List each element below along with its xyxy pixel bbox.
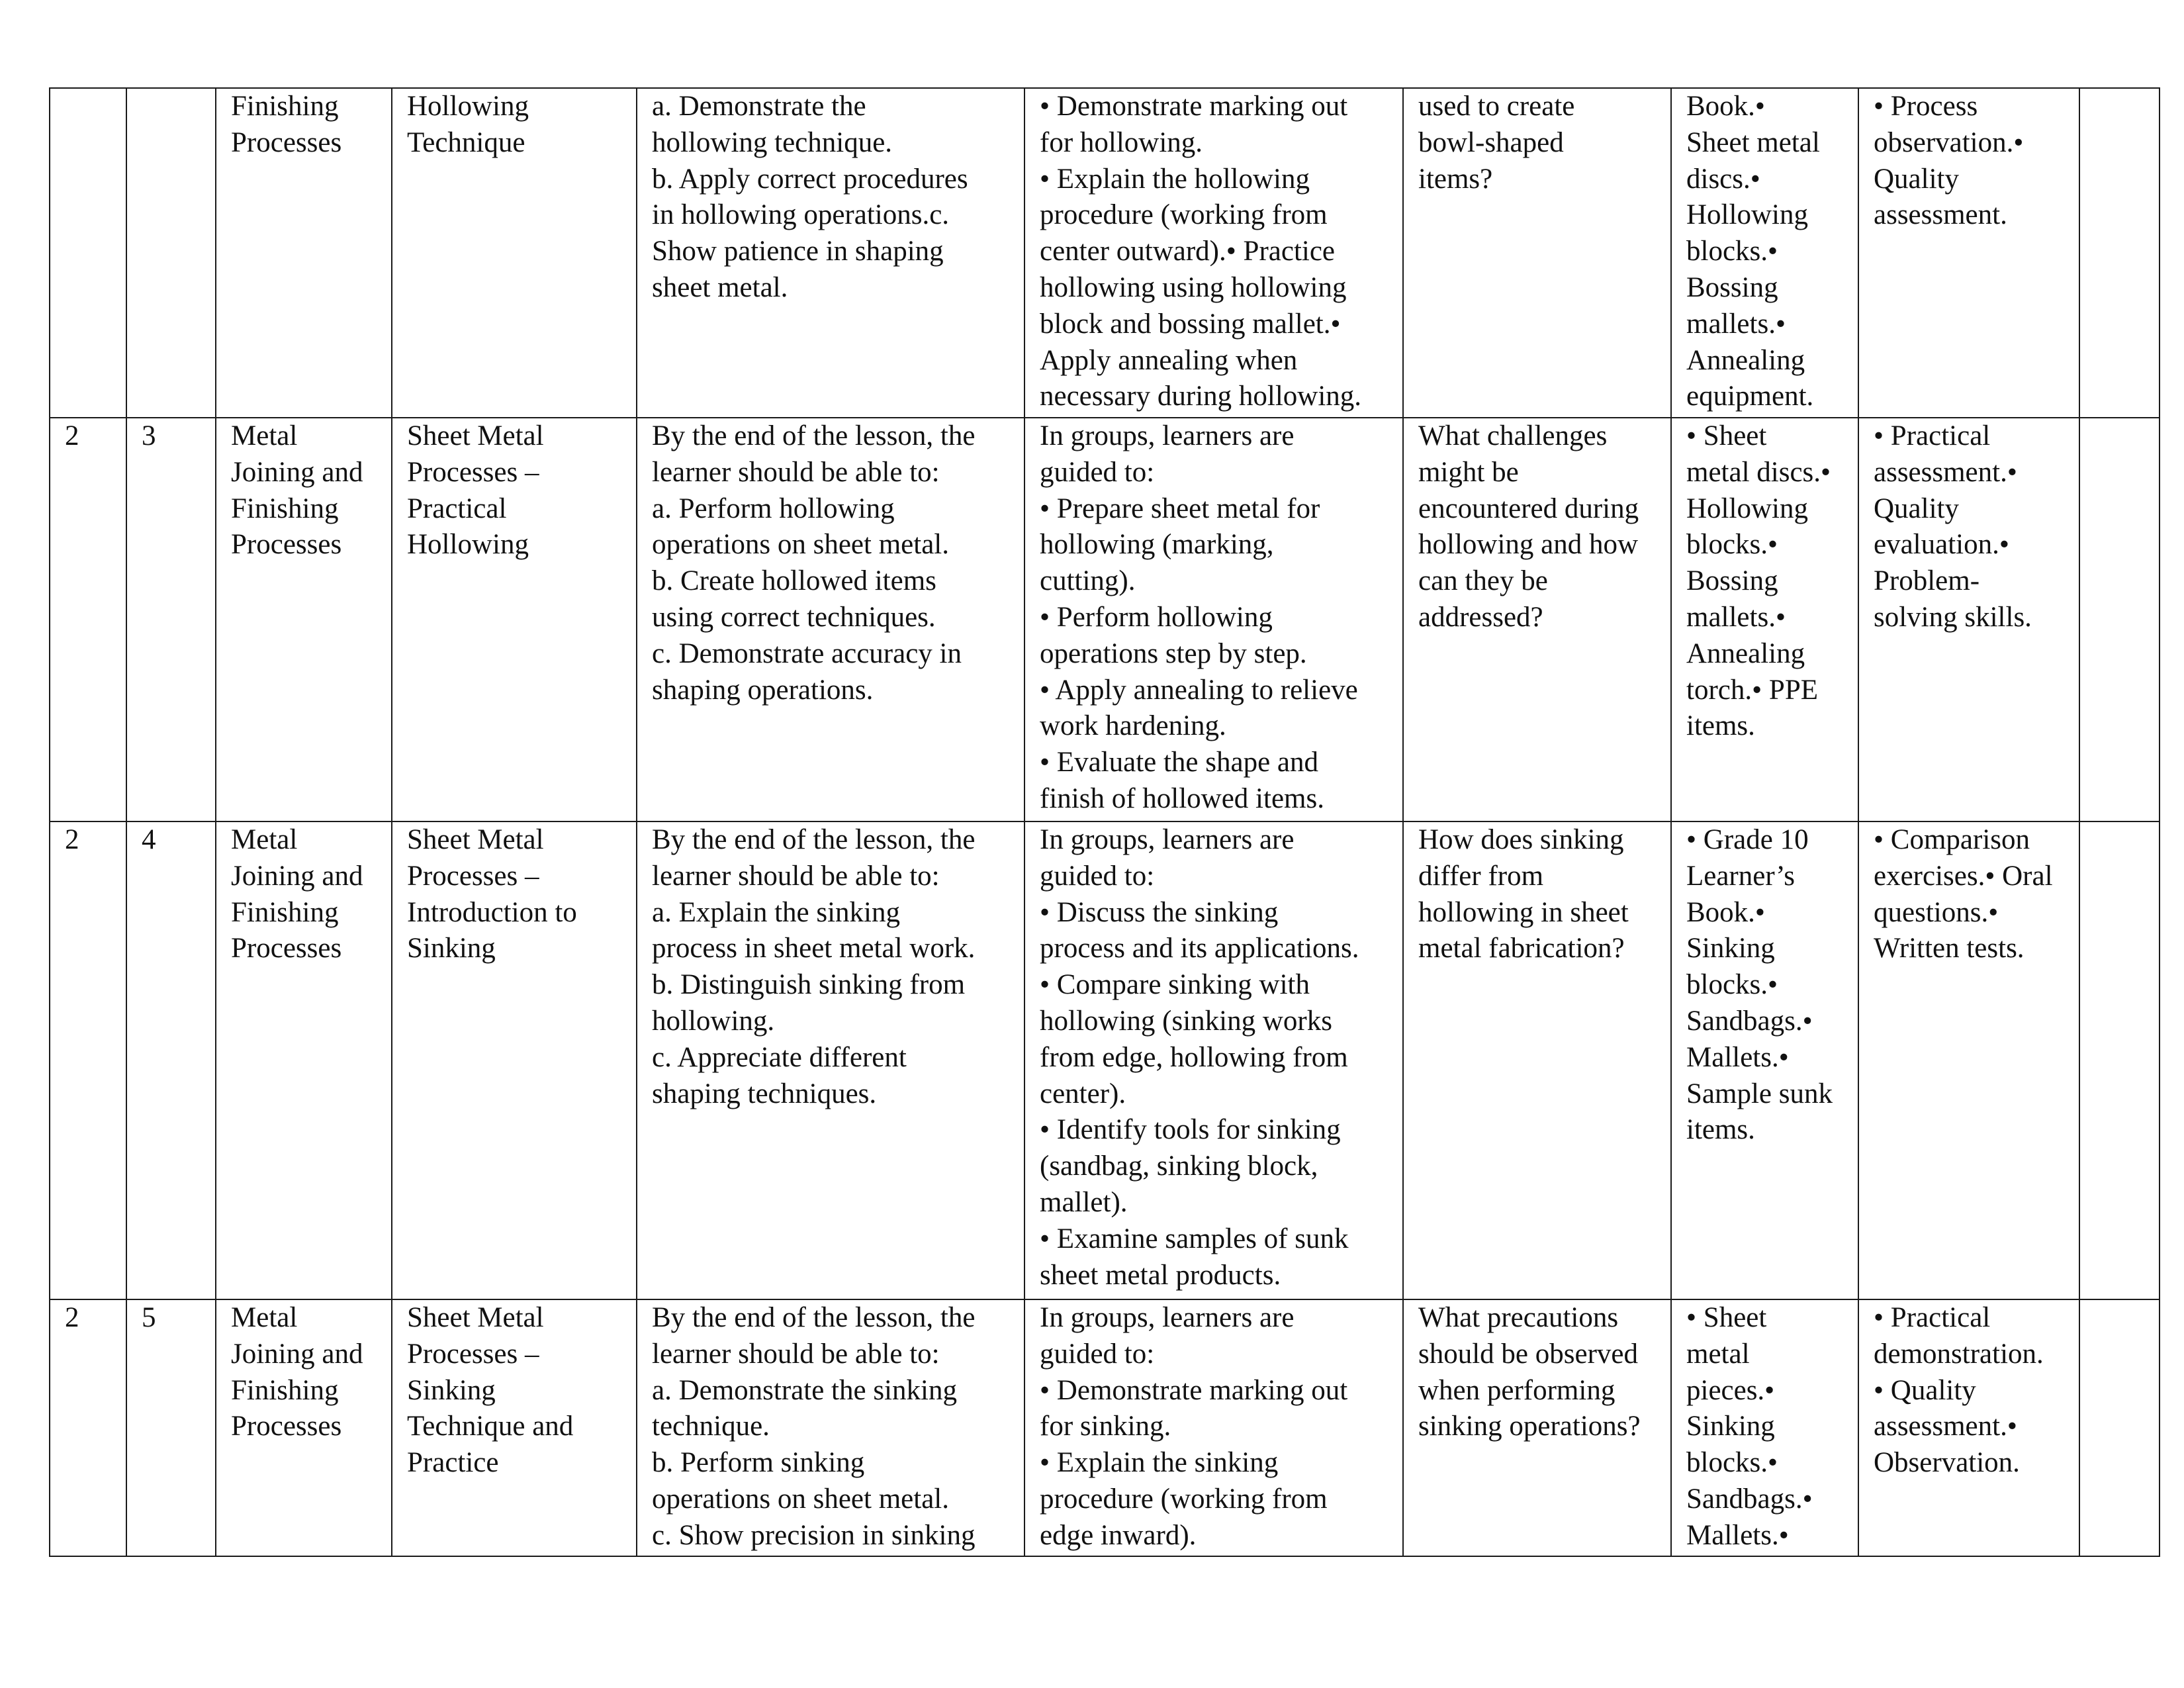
cell-text-line: By the end of the lesson, the: [652, 1302, 976, 1333]
cell-text-line: c. Appreciate different: [652, 1041, 907, 1073]
cell-text-line: hollowing (sinking works: [1040, 1005, 1332, 1037]
cell-text-line: center).: [1040, 1078, 1126, 1109]
remarks-cell: [2079, 1299, 2160, 1556]
cell-text-line: sinking operations?: [1418, 1411, 1641, 1442]
cell-text-line: • Explain the hollowing: [1040, 163, 1310, 195]
cell-text-line: finish of hollowed items.: [1040, 782, 1324, 814]
strand-cell: [216, 418, 392, 821]
cell-text-line: blocks.•: [1686, 1447, 1778, 1479]
cell-text-line: Finishing: [231, 896, 339, 928]
table-row: [50, 1299, 2160, 1556]
cell-text-line: Hollowing: [407, 529, 529, 561]
cell-text-line: pieces.•: [1686, 1374, 1775, 1406]
cell-text-line: Sample sunk: [1686, 1078, 1833, 1109]
cell-text-line: In groups, learners are: [1040, 420, 1295, 451]
cell-text-line: used to create: [1418, 91, 1575, 122]
cell-text-line: when performing: [1418, 1374, 1615, 1406]
cell-text-line: operations on sheet metal.: [652, 1483, 949, 1515]
lesson-cell: [126, 821, 216, 1299]
cell-text-line: b. Perform sinking: [652, 1447, 865, 1479]
cell-text-line: • Prepare sheet metal for: [1040, 492, 1320, 524]
cell-text-line: blocks.•: [1686, 969, 1778, 1001]
cell-text-line: learner should be able to:: [652, 456, 940, 488]
cell-text-line: b. Distinguish sinking from: [652, 969, 966, 1001]
cell-text-line: Sandbags.•: [1686, 1005, 1813, 1037]
cell-text-line: In groups, learners are: [1040, 824, 1295, 855]
cell-text-line: from edge, hollowing from: [1040, 1041, 1348, 1073]
cell-text-line: encountered during: [1418, 492, 1639, 524]
cell-text-line: assessment.: [1874, 199, 2007, 231]
cell-text-line: Show patience in shaping: [652, 236, 944, 267]
cell-text-line: Book.•: [1686, 91, 1765, 122]
cell-text-line: Problem-: [1874, 565, 1980, 597]
cell-text-line: differ from: [1418, 860, 1544, 892]
cell-text-line: torch.• PPE: [1686, 674, 1819, 706]
cell-text-line: a. Demonstrate the: [652, 91, 866, 122]
cell-text-line: guided to:: [1040, 860, 1155, 892]
cell-text-line: What precautions: [1418, 1302, 1619, 1333]
cell-text-line: Joining and: [231, 1338, 363, 1370]
learning-resources-cell: [1671, 821, 1858, 1299]
cell-text-line: discs.•: [1686, 163, 1760, 195]
cell-text-line: procedure (working from: [1040, 1483, 1328, 1515]
lesson-cell: [126, 418, 216, 821]
cell-text-line: shaping operations.: [652, 674, 874, 706]
cell-text-line: b. Apply correct procedures: [652, 163, 968, 195]
cell-text-line: • Quality: [1874, 1374, 1976, 1406]
cell-text-line: can they be: [1418, 565, 1548, 597]
table-row: [50, 88, 2160, 418]
lesson-cell: [126, 1299, 216, 1556]
cell-text: 2: [65, 420, 79, 451]
cell-text-line: b. Create hollowed items: [652, 565, 936, 597]
cell-text-line: • Practical: [1874, 1302, 1991, 1333]
cell-text-line: blocks.•: [1686, 529, 1778, 561]
cell-text-line: a. Perform hollowing: [652, 492, 895, 524]
week-cell: [50, 821, 126, 1299]
cell-text-line: guided to:: [1040, 1338, 1155, 1370]
cell-text-line: items.: [1686, 1114, 1755, 1146]
cell-text-line: Technique and: [407, 1411, 574, 1442]
learning-resources-cell: [1671, 418, 1858, 821]
cell-text-line: Joining and: [231, 860, 363, 892]
cell-text-line: (sandbag, sinking block,: [1040, 1150, 1318, 1182]
cell-text-line: metal fabrication?: [1418, 933, 1625, 964]
learning-outcomes-cell: [637, 418, 1024, 821]
cell-text-line: learner should be able to:: [652, 860, 940, 892]
cell-text-line: • Comparison: [1874, 824, 2030, 855]
cell-text-line: • Compare sinking with: [1040, 969, 1310, 1001]
cell-text-line: mallets.•: [1686, 308, 1786, 340]
cell-text-line: Technique: [407, 126, 525, 158]
cell-text-line: Sheet Metal: [407, 1302, 544, 1333]
learning-outcomes-cell: [637, 821, 1024, 1299]
cell-text-line: hollowing in sheet: [1418, 896, 1629, 928]
cell-text-line: Processes –: [407, 456, 539, 488]
cell-text-line: mallets.•: [1686, 601, 1786, 633]
cell-text-line: necessary during hollowing.: [1040, 381, 1362, 412]
cell-text-line: Quality: [1874, 163, 1959, 195]
cell-text-line: operations on sheet metal.: [652, 529, 949, 561]
cell-text-line: c. Show precision in sinking: [652, 1519, 976, 1551]
cell-text-line: a. Demonstrate the sinking: [652, 1374, 957, 1406]
cell-text-line: Sheet Metal: [407, 824, 544, 855]
cell-text-line: Sinking: [407, 933, 496, 964]
cell-text-line: Metal: [231, 824, 298, 855]
key-inquiry-question-cell: [1403, 418, 1671, 821]
cell-text-line: metal discs.•: [1686, 456, 1831, 488]
cell-text-line: How does sinking: [1418, 824, 1624, 855]
learning-resources-cell: [1671, 1299, 1858, 1556]
cell-text-line: for hollowing.: [1040, 126, 1203, 158]
strand-cell: [216, 821, 392, 1299]
cell-text-line: cutting).: [1040, 565, 1136, 597]
cell-text-line: sheet metal.: [652, 271, 788, 303]
cell-text: 2: [65, 1302, 79, 1333]
cell-text-line: hollowing (marking,: [1040, 529, 1274, 561]
cell-text-line: Processes: [231, 126, 342, 158]
key-inquiry-question-cell: [1403, 1299, 1671, 1556]
cell-text-line: assessment.•: [1874, 1411, 2017, 1442]
cell-text-line: Joining and: [231, 456, 363, 488]
cell-text-line: might be: [1418, 456, 1519, 488]
cell-text-line: assessment.•: [1874, 456, 2017, 488]
learning-experiences-cell: [1024, 418, 1403, 821]
cell-text-line: Hollowing: [1686, 492, 1808, 524]
cell-text-line: solving skills.: [1874, 601, 2032, 633]
cell-text-line: observation.•: [1874, 126, 2024, 158]
table-body: [50, 88, 2160, 1556]
cell-text-line: Sinking: [1686, 933, 1775, 964]
strand-cell: [216, 1299, 392, 1556]
cell-text-line: c. Demonstrate accuracy in: [652, 637, 962, 669]
key-inquiry-question-cell: [1403, 88, 1671, 418]
week-cell: [50, 418, 126, 821]
cell-text: 3: [142, 420, 156, 451]
cell-text-line: process in sheet metal work.: [652, 933, 976, 964]
cell-text-line: equipment.: [1686, 381, 1814, 412]
learning-experiences-cell: [1024, 88, 1403, 418]
learning-outcomes-cell: [637, 88, 1024, 418]
cell-text-line: Finishing: [231, 492, 339, 524]
cell-text-line: metal: [1686, 1338, 1750, 1370]
cell-text-line: • Sheet: [1686, 420, 1767, 451]
cell-text-line: Mallets.•: [1686, 1519, 1789, 1551]
remarks-cell: [2079, 418, 2160, 821]
remarks-cell: [2079, 88, 2160, 418]
cell-text-line: Processes –: [407, 860, 539, 892]
cell-text-line: in hollowing operations.c.: [652, 199, 950, 231]
sub-strand-cell: [392, 88, 637, 418]
cell-text-line: blocks.•: [1686, 236, 1778, 267]
assessment-cell: [1858, 821, 2079, 1299]
table-row: [50, 418, 2160, 821]
sub-strand-cell: [392, 418, 637, 821]
cell-text-line: • Identify tools for sinking: [1040, 1114, 1341, 1146]
cell-text-line: • Sheet: [1686, 1302, 1767, 1333]
cell-text-line: Quality: [1874, 492, 1959, 524]
week-cell: [50, 1299, 126, 1556]
scheme-of-work-table: [49, 87, 2160, 1557]
learning-experiences-cell: [1024, 821, 1403, 1299]
cell-text-line: Introduction to: [407, 896, 577, 928]
cell-text-line: bowl-shaped: [1418, 126, 1564, 158]
cell-text-line: • Explain the sinking: [1040, 1447, 1279, 1479]
cell-text-line: Sinking: [1686, 1411, 1775, 1442]
cell-text-line: sheet metal products.: [1040, 1259, 1281, 1291]
cell-text-line: • Discuss the sinking: [1040, 896, 1279, 928]
learning-resources-cell: [1671, 88, 1858, 418]
cell-text-line: hollowing using hollowing: [1040, 271, 1347, 303]
cell-text-line: Apply annealing when: [1040, 344, 1298, 376]
cell-text-line: procedure (working from: [1040, 199, 1328, 231]
cell-text-line: hollowing.: [652, 1005, 775, 1037]
cell-text-line: • Grade 10: [1686, 824, 1809, 855]
cell-text-line: • Demonstrate marking out: [1040, 1374, 1348, 1406]
cell-text-line: Finishing: [231, 91, 339, 122]
week-cell: [50, 88, 126, 418]
cell-text-line: Metal: [231, 420, 298, 451]
remarks-cell: [2079, 821, 2160, 1299]
cell-text-line: Hollowing: [407, 91, 529, 122]
sub-strand-cell: [392, 1299, 637, 1556]
cell-text-line: technique.: [652, 1411, 770, 1442]
cell-text-line: a. Explain the sinking: [652, 896, 900, 928]
cell-text-line: • Process: [1874, 91, 1978, 122]
assessment-cell: [1858, 1299, 2079, 1556]
cell-text-line: Sheet Metal: [407, 420, 544, 451]
assessment-cell: [1858, 418, 2079, 821]
cell-text-line: Sheet metal: [1686, 126, 1820, 158]
cell-text-line: Metal: [231, 1302, 298, 1333]
table-row: [50, 821, 2160, 1299]
cell-text-line: edge inward).: [1040, 1519, 1197, 1551]
cell-text-line: Processes: [231, 529, 342, 561]
cell-text-line: • Apply annealing to relieve: [1040, 674, 1358, 706]
cell-text-line: evaluation.•: [1874, 529, 2009, 561]
cell-text-line: What challenges: [1418, 420, 1608, 451]
cell-text-line: By the end of the lesson, the: [652, 420, 976, 451]
cell-text: 4: [142, 824, 156, 855]
cell-text-line: shaping techniques.: [652, 1078, 877, 1109]
cell-text-line: Learner’s: [1686, 860, 1795, 892]
cell-text-line: Bossing: [1686, 271, 1778, 303]
cell-text: 2: [65, 824, 79, 855]
cell-text-line: • Demonstrate marking out: [1040, 91, 1348, 122]
cell-text-line: guided to:: [1040, 456, 1155, 488]
cell-text-line: questions.•: [1874, 896, 1999, 928]
assessment-cell: [1858, 88, 2079, 418]
cell-text-line: Sinking: [407, 1374, 496, 1406]
cell-text: 5: [142, 1302, 156, 1333]
cell-text-line: By the end of the lesson, the: [652, 824, 976, 855]
cell-text-line: operations step by step.: [1040, 637, 1307, 669]
cell-text-line: Hollowing: [1686, 199, 1808, 231]
cell-text-line: work hardening.: [1040, 710, 1226, 742]
learning-experiences-cell: [1024, 1299, 1403, 1556]
cell-text-line: process and its applications.: [1040, 933, 1359, 964]
cell-text-line: mallet).: [1040, 1186, 1128, 1218]
cell-text-line: • Practical: [1874, 420, 1991, 451]
cell-text-line: • Perform hollowing: [1040, 601, 1273, 633]
cell-text-line: Written tests.: [1874, 933, 2025, 964]
cell-text-line: Processes: [231, 933, 342, 964]
cell-text-line: Processes: [231, 1411, 342, 1442]
cell-text-line: using correct techniques.: [652, 601, 936, 633]
cell-text-line: Practical: [407, 492, 507, 524]
cell-text-line: learner should be able to:: [652, 1338, 940, 1370]
cell-text-line: • Evaluate the shape and: [1040, 747, 1318, 778]
cell-text-line: hollowing technique.: [652, 126, 893, 158]
cell-text-line: hollowing and how: [1418, 529, 1639, 561]
cell-text-line: demonstration.: [1874, 1338, 2044, 1370]
strand-cell: [216, 88, 392, 418]
cell-text-line: Annealing: [1686, 637, 1805, 669]
cell-text-line: Bossing: [1686, 565, 1778, 597]
cell-text-line: exercises.• Oral: [1874, 860, 2053, 892]
cell-text-line: addressed?: [1418, 601, 1543, 633]
cell-text-line: for sinking.: [1040, 1411, 1171, 1442]
sub-strand-cell: [392, 821, 637, 1299]
lesson-cell: [126, 88, 216, 418]
cell-text-line: • Examine samples of sunk: [1040, 1223, 1349, 1254]
learning-outcomes-cell: [637, 1299, 1024, 1556]
cell-text-line: items?: [1418, 163, 1493, 195]
key-inquiry-question-cell: [1403, 821, 1671, 1299]
cell-text-line: block and bossing mallet.•: [1040, 308, 1341, 340]
cell-text-line: In groups, learners are: [1040, 1302, 1295, 1333]
cell-text-line: Mallets.•: [1686, 1041, 1789, 1073]
cell-text-line: Book.•: [1686, 896, 1765, 928]
cell-text-line: should be observed: [1418, 1338, 1638, 1370]
cell-text-line: Sandbags.•: [1686, 1483, 1813, 1515]
cell-text-line: items.: [1686, 710, 1755, 742]
cell-text-line: Processes –: [407, 1338, 539, 1370]
cell-text-line: Annealing: [1686, 344, 1805, 376]
cell-text-line: Practice: [407, 1447, 499, 1479]
cell-text-line: Finishing: [231, 1374, 339, 1406]
cell-text-line: Observation.: [1874, 1447, 2020, 1479]
cell-text-line: center outward).• Practice: [1040, 236, 1336, 267]
